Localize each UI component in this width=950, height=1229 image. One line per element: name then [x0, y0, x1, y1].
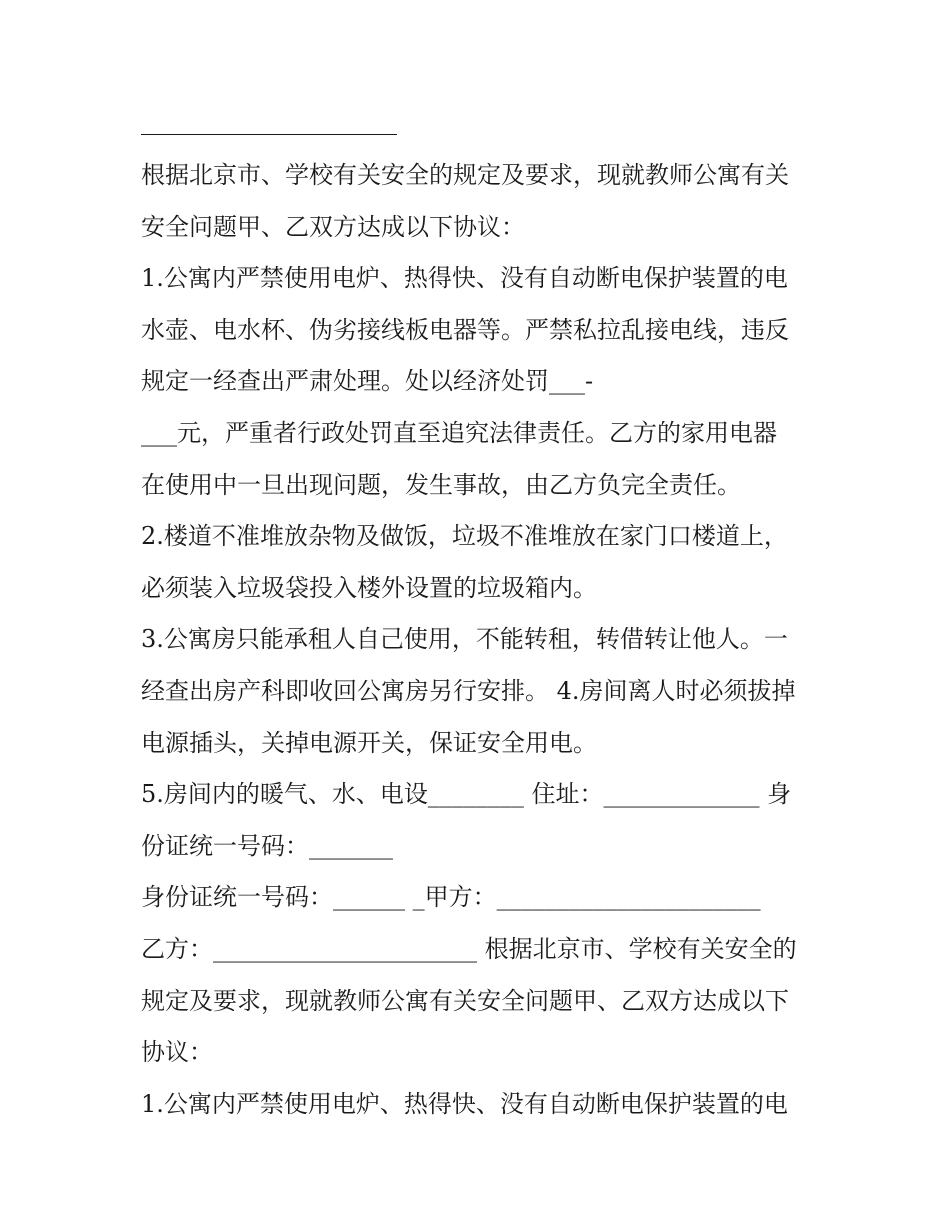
- signature-blank-line: [141, 134, 397, 135]
- text-line: 乙方：______________________ 根据北京市、学校有关安全的: [141, 934, 797, 963]
- text-line: 安全问题甲、乙双方达成以下协议：: [141, 212, 525, 241]
- text-line: 2.楼道不准堆放杂物及做饭，垃圾不准堆放在家门口楼道上，: [141, 522, 788, 551]
- text-line: 必须装入垃圾袋投入楼外设置的垃圾箱内。: [141, 573, 597, 602]
- text-line: 1.公寓内严禁使用电炉、热得快、没有自动断电保护装置的电: [141, 1089, 788, 1118]
- text-line: 份证统一号码：_______: [141, 831, 393, 860]
- text-line: 1.公寓内严禁使用电炉、热得快、没有自动断电保护装置的电: [141, 264, 788, 293]
- text-line: 电源插头，关掉电源开关，保证安全用电。: [141, 728, 597, 757]
- text-line: 根据北京市、学校有关安全的规定及要求，现就教师公寓有关: [141, 161, 789, 189]
- text-line: 经查出房产科即收回公寓房另行安排。 4.房间离人时必须拔掉: [141, 676, 796, 705]
- text-line: ___元，严重者行政处罚直至追究法律责任。乙方的家用电器: [141, 418, 777, 447]
- text-line: 规定及要求，现就教师公寓有关安全问题甲、乙双方达成以下: [141, 986, 789, 1015]
- text-line: 身份证统一号码：______ _甲方：______________________: [141, 883, 761, 912]
- text-line: 5.房间内的暖气、水、电设________ 住址：_____________ 身: [141, 780, 792, 809]
- text-line: 水壶、电水杯、伪劣接线板电器等。严禁私拉乱接电线，违反: [141, 315, 789, 344]
- text-line: 3.公寓房只能承租人自己使用，不能转租，转借转让他人。一: [141, 625, 788, 654]
- agreement-body: [141, 150, 821, 1130]
- text-line: 在使用中一旦出现问题，发生事故，由乙方负完全责任。: [141, 470, 741, 499]
- text-line: 协议：: [141, 1038, 213, 1067]
- text-line: 规定一经查出严肃处理。处以经济处罚___-: [141, 367, 594, 396]
